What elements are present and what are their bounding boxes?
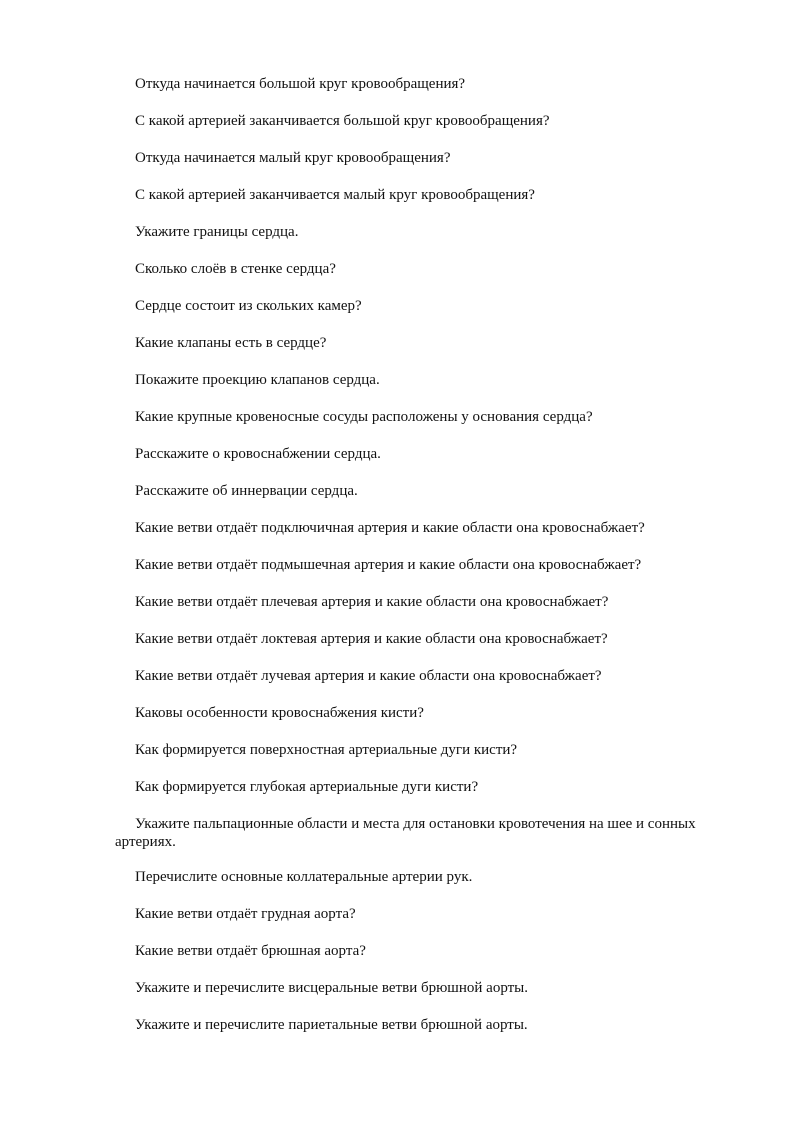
- question-item: Как формируется глубокая артериальные дуги кисти?: [135, 779, 479, 795]
- question-item: Укажите и перечислите висцеральные ветви брюшной аорты.: [135, 980, 529, 996]
- question-item: Какие ветви отдаёт плечевая артерия и какие области она кровоснабжает?: [135, 594, 609, 610]
- question-item: Каковы особенности кровоснабжения кисти?: [135, 705, 424, 721]
- question-item: Какие клапаны есть в сердце?: [135, 335, 327, 351]
- question-item: С какой артерией заканчивается малый круг кровообращения?: [135, 187, 535, 203]
- question-item: Расскажите о кровоснабжении сердца.: [135, 446, 381, 462]
- question-item: Как формируется поверхностная артериальные дуги кисти?: [135, 742, 518, 758]
- question-item: Откуда начинается малый круг кровообращения?: [135, 150, 451, 166]
- question-list: [115, 75, 745, 1053]
- question-item: Укажите пальпационные области и места для остановки кровотечения на шее и сонных артериях.: [115, 816, 696, 850]
- question-item: Какие ветви отдаёт локтевая артерия и какие области она кровоснабжает?: [135, 631, 608, 647]
- question-item: Какие ветви отдаёт лучевая артерия и какие области она кровоснабжает?: [135, 668, 602, 684]
- question-item: Сколько слоёв в стенке сердца?: [135, 261, 336, 277]
- question-item: Сердце состоит из скольких камер?: [135, 298, 362, 314]
- question-item: Какие ветви отдаёт грудная аорта?: [135, 906, 356, 922]
- question-item: Укажите и перечислите париетальные ветви брюшной аорты.: [135, 1017, 528, 1033]
- question-item: Какие ветви отдаёт брюшная аорта?: [135, 943, 366, 959]
- question-item: С какой артерией заканчивается большой круг кровообращения?: [135, 113, 550, 129]
- question-item: Откуда начинается большой круг кровообращения?: [135, 76, 466, 92]
- question-item: Укажите границы сердца.: [135, 224, 299, 240]
- question-item: Расскажите об иннервации сердца.: [135, 483, 358, 499]
- question-item: Какие ветви отдаёт подключичная артерия и какие области она кровоснабжает?: [135, 520, 645, 536]
- question-item: Перечислите основные коллатеральные артерии рук.: [135, 869, 473, 885]
- question-item: Какие ветви отдаёт подмышечная артерия и какие области она кровоснабжает?: [135, 557, 642, 573]
- question-item: Какие крупные кровеносные сосуды расположены у основания сердца?: [135, 409, 593, 425]
- question-item: Покажите проекцию клапанов сердца.: [135, 372, 380, 388]
